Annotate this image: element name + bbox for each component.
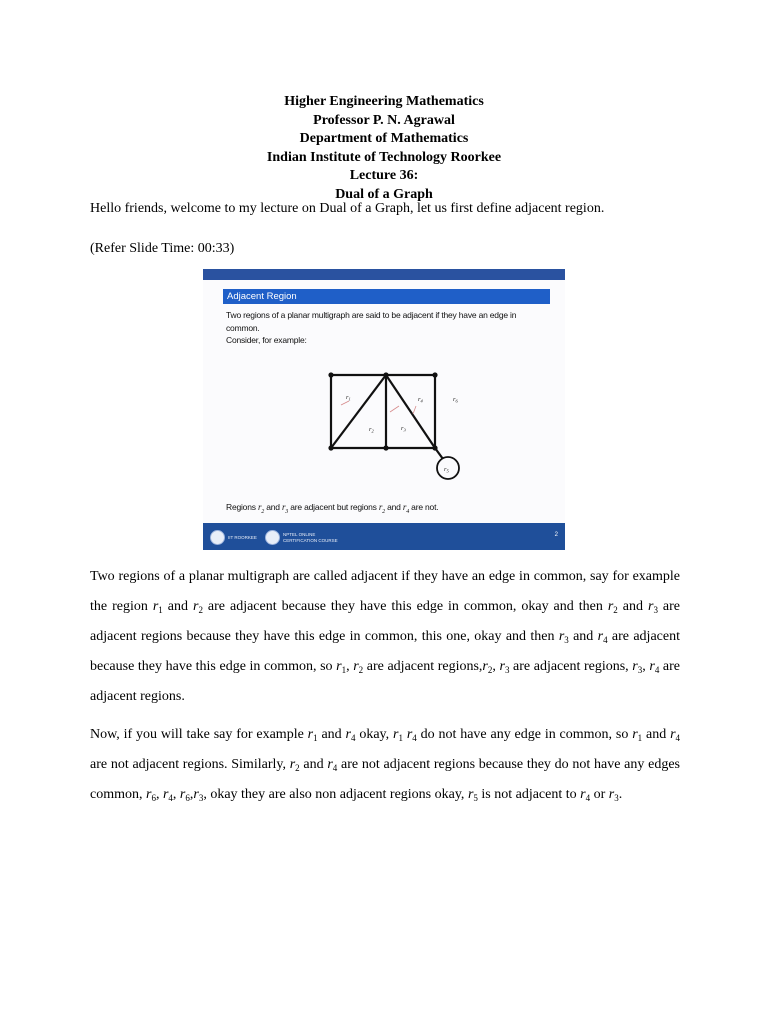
institute-name: Indian Institute of Technology Roorkee (266, 149, 502, 165)
caption-text: are not. (409, 502, 439, 512)
p1-text: are adjacent because they have this edge in common, so (90, 629, 680, 674)
p2-variable: r (670, 727, 676, 742)
p1-variable: r (647, 599, 654, 614)
slide-caption (226, 502, 439, 515)
region-label-r2: $r_2$ (369, 426, 374, 434)
slide-definition: Two regions of a planar multigraph are said to be adjacent if they have an edge in common. (226, 310, 517, 333)
slide-footer (203, 523, 565, 550)
p1-variable: r (597, 629, 604, 644)
p2-text: or (590, 787, 609, 802)
caption-variable: $r_2$ (257, 502, 265, 515)
p2-subscript: 3 (614, 793, 619, 803)
p2-subscript: 4 (585, 793, 591, 803)
nptel-logo-icon (265, 530, 280, 545)
p2-variable: r (179, 787, 186, 802)
p1-text: are adjacent regions, (363, 659, 483, 674)
p2-variable: r (327, 757, 333, 772)
p1-subscript: 3 (653, 605, 658, 615)
p2-subscript: 5 (473, 793, 478, 803)
p2-subscript: 6 (151, 793, 156, 803)
region-label-r4: $r_4$ (418, 396, 423, 404)
p2-subscript: 2 (295, 763, 300, 773)
p1-text: Two regions of a planar multigraph are called adjacent if they have an edge in common, say for example the region (90, 569, 680, 614)
slide-body (226, 309, 548, 347)
p1-variable: r (499, 659, 505, 674)
p2-subscript: 3 (198, 793, 204, 803)
slide-title: Adjacent Region (223, 289, 550, 304)
footer-nptel-line2: CERTIFICATION COURSE (283, 538, 338, 543)
p1-variable: r (482, 659, 488, 674)
caption-text: and (384, 502, 403, 512)
caption-text: and (264, 502, 282, 512)
p2-subscript: 1 (398, 733, 403, 743)
paragraph-adjacent-definition (90, 562, 680, 712)
refer-slide-time: (Refer Slide Time: 00:33) (90, 241, 235, 256)
p1-text: , (642, 659, 650, 674)
p1-variable: r (632, 659, 638, 674)
department-name: Department of Mathematics (299, 131, 469, 146)
caption-variable: $r_2$ (378, 502, 385, 515)
p2-subscript: 1 (637, 733, 643, 743)
p2-variable: r (406, 727, 413, 742)
p2-variable: r (580, 787, 586, 802)
region-label-r6: $r_6$ (453, 396, 458, 404)
p1-variable: r (649, 659, 655, 674)
p2-text: , (172, 787, 180, 802)
p2-variable: r (345, 727, 351, 742)
p2-text: do not have any edge in common, so (416, 727, 633, 742)
p2-text: are not adjacent regions because they do not have any edges common, (90, 757, 680, 802)
p1-subscript: 2 (487, 665, 493, 675)
p2-text: okay, (355, 727, 393, 742)
slide-page-number: 2 (554, 532, 558, 538)
p2-variable: r (608, 787, 615, 802)
p2-text: Now, if you will take say for example (90, 727, 308, 742)
footer-iit-roorkee: IIT ROORKEE (228, 535, 257, 540)
p1-subscript: 4 (654, 665, 660, 675)
p2-text: is not adjacent to (477, 787, 581, 802)
p2-text: are not adjacent regions. Similarly, (90, 757, 290, 772)
p1-subscript: 1 (341, 665, 347, 675)
p2-text: and (642, 727, 671, 742)
iit-logo-icon (210, 530, 225, 545)
p1-variable: r (192, 599, 199, 614)
p2-variable: r (393, 727, 399, 742)
p2-text: . (618, 787, 623, 802)
p1-variable: r (353, 659, 359, 674)
p1-subscript: 3 (504, 665, 510, 675)
paragraph-non-adjacent (90, 720, 680, 810)
p2-variable: r (193, 787, 199, 802)
p1-subscript: 3 (637, 665, 643, 675)
p1-text: and (162, 599, 193, 614)
p1-subscript: 1 (158, 605, 163, 615)
slide-example-intro: Consider, for example: (226, 335, 307, 345)
p2-text: , (189, 787, 194, 802)
p2-subscript: 4 (675, 733, 681, 743)
p1-variable: r (152, 599, 159, 614)
region-label-r3: $r_3$ (401, 425, 406, 433)
p1-subscript: 3 (564, 635, 569, 645)
p1-subscript: 2 (613, 605, 618, 615)
p2-text: , okay they are also non adjacent regions okay, (203, 787, 468, 802)
graph-vertices (328, 372, 437, 450)
p2-subscript: 1 (313, 733, 318, 743)
p2-subscript: 6 (185, 793, 190, 803)
intro-paragraph: Hello friends, welcome to my lecture on Dual of a Graph, let us first define adjacent region. (90, 201, 605, 216)
footer-nptel-line1: NPTEL ONLINE (283, 532, 316, 537)
p2-variable: r (289, 757, 296, 772)
course-title: Higher Engineering Mathematics (284, 94, 484, 109)
lecture-slide (203, 269, 565, 550)
caption-text: are adjacent but regions (288, 502, 379, 512)
p2-variable: r (632, 727, 638, 742)
p1-subscript: 2 (198, 605, 203, 615)
p1-text: and (617, 599, 648, 614)
document-header (0, 93, 768, 204)
p1-text: are adjacent because they have this edge in common, okay and then (202, 599, 608, 614)
p2-text: , (155, 787, 163, 802)
p2-text: and (299, 757, 328, 772)
p1-text: and (568, 629, 598, 644)
region-label-r1: $r_1$ (346, 394, 351, 402)
p1-variable: r (558, 629, 565, 644)
p1-subscript: 4 (603, 635, 608, 645)
p1-subscript: 2 (358, 665, 364, 675)
p2-variable: r (307, 727, 314, 742)
p1-variable: r (336, 659, 342, 674)
slide-top-bar (203, 269, 565, 280)
p2-subscript: 4 (350, 733, 356, 743)
p1-text: , (346, 659, 354, 674)
p2-text: and (317, 727, 346, 742)
p2-variable: r (467, 787, 474, 802)
p2-subscript: 4 (412, 733, 417, 743)
p2-subscript: 4 (332, 763, 338, 773)
planar-multigraph-diagram (303, 361, 473, 486)
p2-variable: r (162, 787, 169, 802)
caption-variable: $r_4$ (402, 502, 409, 515)
lecture-number: Lecture 36: (349, 168, 419, 183)
caption-text: Regions (226, 502, 258, 512)
lecture-topic: Dual of a Graph (335, 186, 433, 202)
p1-variable: r (607, 599, 614, 614)
professor-name: Professor P. N. Agrawal (313, 112, 455, 128)
p2-variable: r (146, 787, 152, 802)
p2-subscript: 4 (168, 793, 173, 803)
p1-text: are adjacent regions, (509, 659, 633, 674)
p1-text: are adjacent regions because they have this edge in common, this one, okay and then (90, 599, 681, 644)
caption-variable: $r_3$ (281, 502, 289, 515)
p1-text: , (492, 659, 500, 674)
region-label-r5: $r_5$ (444, 466, 449, 474)
p1-text: are adjacent regions. (90, 659, 681, 704)
